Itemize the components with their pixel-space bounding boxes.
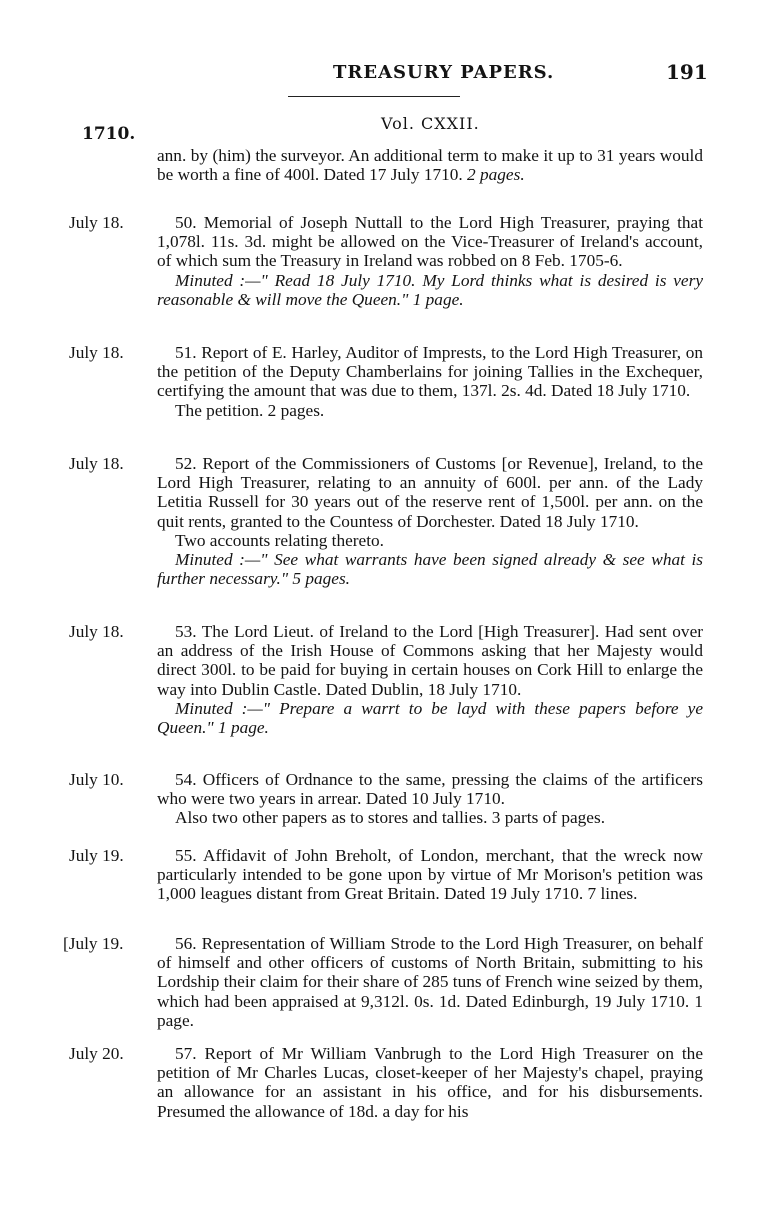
running-head: TREASURY PAPERS. [333, 62, 555, 83]
entry-56 [157, 934, 703, 1030]
entry-57 [157, 1044, 703, 1121]
volume-heading: Vol. CXXII. [381, 114, 480, 133]
entry-text: 52. Report of the Commissioners of Customs [or Revenue], Ireland, to the Lord High Treasurer, relating to an annuity of 600l. per ann. of the Lady Letitia Russell for 30 years out of the reserve rent of 1,500l. per ann. on the quit rents, granted to the Countess of Dorchester. Dated 18 July 1710. [157, 454, 703, 531]
entry-tail: 2 pages. [467, 165, 525, 185]
entry-date: July 18. [69, 622, 124, 641]
entry-extra: The petition. 2 pages. [175, 400, 325, 420]
entry-text: 50. Memorial of Joseph Nuttall to the Lord High Treasurer, praying that 1,078l. 11s. 3d. might be allowed on the Vice-Treasurer of Ireland's account, of which sum the Treasury in Ireland was robbed on 8 Feb. 1705-6. [157, 213, 703, 271]
entry-minute: Minuted :—" Read 18 July 1710. My Lord thinks what is desired is very reasonable & will move the Queen." 1 page. [157, 270, 703, 309]
entry-text: ann. by (him) the surveyor. An additional term to make it up to 31 years would be worth a fine of 400l. Dated 17 July 1710. [157, 146, 703, 185]
page-number: 191 [666, 60, 708, 84]
entry-text: 54. Officers of Ordnance to the same, pressing the claims of the artificers who were two years in arrear. Dated 10 July 1710. [157, 770, 703, 809]
entry-extra: Also two other papers as to stores and tallies. 3 parts of pages. [175, 808, 606, 828]
entry-date: July 18. [69, 454, 124, 473]
header-rule [288, 96, 460, 97]
entry-50 [157, 213, 703, 309]
entry-date: July 18. [69, 343, 124, 362]
entry-text: 53. The Lord Lieut. of Ireland to the Lord [High Treasurer]. Had sent over an address of the Irish House of Commons asking that her Majesty would direct 300l. to be paid for buying in certain houses on Cork Hill to enlarge the way into Dublin Castle. Dated Dublin, 18 July 1710. [157, 622, 703, 699]
entry-minute: Minuted :—" Prepare a warrt to be layd with these papers before ye Queen." 1 page. [157, 698, 703, 738]
entry-53 [157, 622, 703, 737]
entry-52 [157, 454, 703, 588]
entry-text: 57. Report of Mr William Vanbrugh to the Lord High Treasurer on the petition of Mr Charles Lucas, closet-keeper of her Majesty's chapel, praying an allowance for an assistant in his office, and for his disbursements. Presumed the allowance of 18d. a day for his [157, 1044, 703, 1121]
entry-55 [157, 846, 703, 904]
entry-51 [157, 343, 703, 420]
entry-date: July 18. [69, 213, 124, 232]
entry-text: 51. Report of E. Harley, Auditor of Imprests, to the Lord High Treasurer, on the petition of the Deputy Chamberlains for joining Tallies in the Exchequer, certifying the amount that was due to them, 137l. 2s. 4d. Dated 18 July 1710. [157, 343, 703, 401]
entry-minute: Minuted :—" See what warrants have been signed already & see what is further necessary." 5 pages. [157, 550, 703, 589]
entry-date: July 20. [69, 1044, 124, 1063]
entry-text: 55. Affidavit of John Breholt, of London, merchant, that the wreck now particularly intended to be gone upon by virtue of Mr Morison's petition was 1,000 leagues distant from Great Britain. Dated 19 July 1710. 7 lines. [157, 846, 703, 904]
entry-date: [July 19. [63, 934, 124, 953]
margin-year: 1710. [82, 124, 136, 144]
entry-date: July 10. [69, 770, 124, 789]
entry-text: 56. Representation of William Strode to the Lord High Treasurer, on behalf of himself and other officers of customs of North Britain, submitting to his Lordship their claim for their share of 285 tuns of French wine seized by them, which had been appraised at 9,312l. 0s. 1d. Dated Edinburgh, 19 July 1710. 1 page. [157, 934, 703, 1030]
entry-54 [157, 770, 703, 828]
entry-continuation [157, 146, 703, 184]
entry-date: July 19. [69, 846, 124, 865]
entry-extra: Two accounts relating thereto. [175, 530, 384, 550]
